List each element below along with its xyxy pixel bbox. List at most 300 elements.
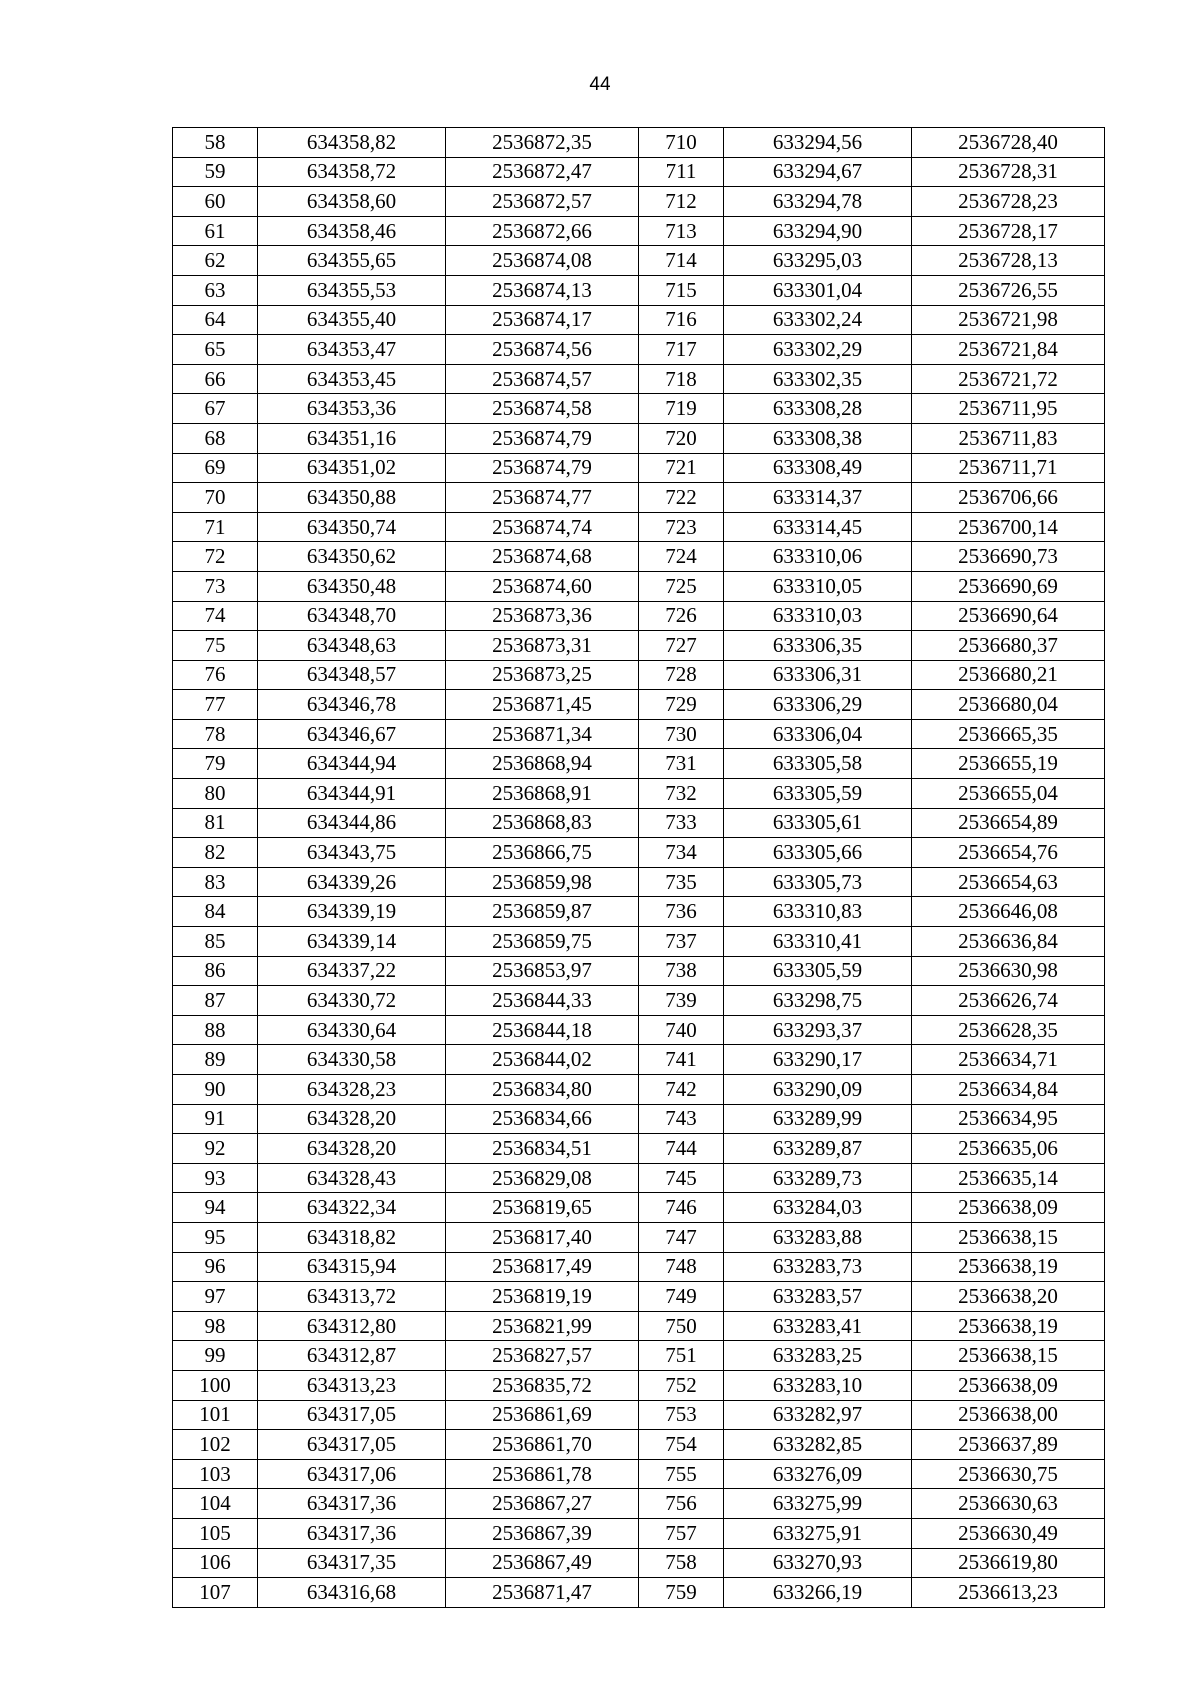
table-row	[173, 601, 1105, 631]
x-coordinate-left-cell: 634346,78	[258, 690, 446, 720]
point-number-right-cell: 712	[639, 187, 724, 217]
x-coordinate-right-cell: 633275,91	[724, 1518, 912, 1548]
table-row	[173, 838, 1105, 868]
x-coordinate-left-cell: 634351,16	[258, 423, 446, 453]
y-coordinate-left-cell: 2536874,79	[446, 423, 639, 453]
x-coordinate-left-cell: 634355,65	[258, 246, 446, 276]
point-number-right-cell: 754	[639, 1430, 724, 1460]
y-coordinate-right-cell: 2536711,83	[912, 423, 1105, 453]
point-number-right-cell: 743	[639, 1104, 724, 1134]
page-number: 44	[589, 74, 611, 95]
x-coordinate-left-cell: 634358,82	[258, 128, 446, 158]
y-coordinate-right-cell: 2536655,04	[912, 779, 1105, 809]
coordinates-table-body	[173, 128, 1105, 1608]
y-coordinate-right-cell: 2536711,71	[912, 453, 1105, 483]
x-coordinate-left-cell: 634351,02	[258, 453, 446, 483]
point-number-left-cell: 61	[173, 216, 258, 246]
y-coordinate-right-cell: 2536690,69	[912, 571, 1105, 601]
point-number-right-cell: 748	[639, 1252, 724, 1282]
y-coordinate-left-cell: 2536844,02	[446, 1045, 639, 1075]
point-number-left-cell: 87	[173, 986, 258, 1016]
x-coordinate-left-cell: 634339,26	[258, 867, 446, 897]
point-number-left-cell: 84	[173, 897, 258, 927]
point-number-right-cell: 735	[639, 867, 724, 897]
point-number-right-cell: 734	[639, 838, 724, 868]
y-coordinate-left-cell: 2536844,18	[446, 1015, 639, 1045]
point-number-left-cell: 103	[173, 1459, 258, 1489]
y-coordinate-right-cell: 2536638,09	[912, 1370, 1105, 1400]
y-coordinate-left-cell: 2536874,08	[446, 246, 639, 276]
y-coordinate-right-cell: 2536634,95	[912, 1104, 1105, 1134]
y-coordinate-right-cell: 2536728,23	[912, 187, 1105, 217]
y-coordinate-left-cell: 2536867,27	[446, 1489, 639, 1519]
table-row	[173, 1075, 1105, 1105]
x-coordinate-left-cell: 634339,19	[258, 897, 446, 927]
x-coordinate-right-cell: 633294,67	[724, 157, 912, 187]
table-row	[173, 1193, 1105, 1223]
x-coordinate-left-cell: 634316,68	[258, 1578, 446, 1608]
point-number-left-cell: 85	[173, 927, 258, 957]
y-coordinate-left-cell: 2536874,56	[446, 335, 639, 365]
point-number-left-cell: 60	[173, 187, 258, 217]
point-number-right-cell: 759	[639, 1578, 724, 1608]
y-coordinate-right-cell: 2536626,74	[912, 986, 1105, 1016]
point-number-right-cell: 750	[639, 1311, 724, 1341]
y-coordinate-left-cell: 2536819,19	[446, 1282, 639, 1312]
x-coordinate-left-cell: 634317,05	[258, 1400, 446, 1430]
x-coordinate-right-cell: 633305,58	[724, 749, 912, 779]
point-number-left-cell: 102	[173, 1430, 258, 1460]
point-number-left-cell: 107	[173, 1578, 258, 1608]
point-number-right-cell: 710	[639, 128, 724, 158]
x-coordinate-right-cell: 633310,05	[724, 571, 912, 601]
x-coordinate-left-cell: 634330,58	[258, 1045, 446, 1075]
point-number-right-cell: 741	[639, 1045, 724, 1075]
point-number-right-cell: 758	[639, 1548, 724, 1578]
point-number-left-cell: 93	[173, 1163, 258, 1193]
table-row	[173, 1045, 1105, 1075]
point-number-right-cell: 742	[639, 1075, 724, 1105]
point-number-left-cell: 63	[173, 275, 258, 305]
table-row	[173, 897, 1105, 927]
point-number-right-cell: 747	[639, 1222, 724, 1252]
y-coordinate-right-cell: 2536680,04	[912, 690, 1105, 720]
x-coordinate-left-cell: 634348,63	[258, 631, 446, 661]
table-row	[173, 1578, 1105, 1608]
y-coordinate-right-cell: 2536630,49	[912, 1518, 1105, 1548]
x-coordinate-right-cell: 633289,87	[724, 1134, 912, 1164]
y-coordinate-right-cell: 2536665,35	[912, 719, 1105, 749]
y-coordinate-left-cell: 2536817,49	[446, 1252, 639, 1282]
y-coordinate-right-cell: 2536638,19	[912, 1252, 1105, 1282]
table-row	[173, 1104, 1105, 1134]
table-row	[173, 483, 1105, 513]
x-coordinate-left-cell: 634343,75	[258, 838, 446, 868]
x-coordinate-right-cell: 633302,29	[724, 335, 912, 365]
y-coordinate-left-cell: 2536821,99	[446, 1311, 639, 1341]
y-coordinate-right-cell: 2536654,63	[912, 867, 1105, 897]
y-coordinate-left-cell: 2536834,80	[446, 1075, 639, 1105]
x-coordinate-left-cell: 634328,20	[258, 1104, 446, 1134]
y-coordinate-left-cell: 2536868,91	[446, 779, 639, 809]
y-coordinate-right-cell: 2536721,98	[912, 305, 1105, 335]
point-number-right-cell: 728	[639, 660, 724, 690]
point-number-left-cell: 62	[173, 246, 258, 276]
y-coordinate-right-cell: 2536690,64	[912, 601, 1105, 631]
x-coordinate-left-cell: 634339,14	[258, 927, 446, 957]
point-number-left-cell: 106	[173, 1548, 258, 1578]
y-coordinate-left-cell: 2536874,77	[446, 483, 639, 513]
point-number-left-cell: 73	[173, 571, 258, 601]
y-coordinate-right-cell: 2536655,19	[912, 749, 1105, 779]
point-number-right-cell: 711	[639, 157, 724, 187]
x-coordinate-right-cell: 633283,57	[724, 1282, 912, 1312]
table-row	[173, 1222, 1105, 1252]
y-coordinate-left-cell: 2536872,47	[446, 157, 639, 187]
x-coordinate-left-cell: 634312,87	[258, 1341, 446, 1371]
table-row	[173, 571, 1105, 601]
y-coordinate-left-cell: 2536859,75	[446, 927, 639, 957]
y-coordinate-left-cell: 2536872,66	[446, 216, 639, 246]
y-coordinate-left-cell: 2536829,08	[446, 1163, 639, 1193]
y-coordinate-right-cell: 2536726,55	[912, 275, 1105, 305]
table-row	[173, 423, 1105, 453]
y-coordinate-left-cell: 2536844,33	[446, 986, 639, 1016]
table-row	[173, 631, 1105, 661]
x-coordinate-right-cell: 633283,73	[724, 1252, 912, 1282]
y-coordinate-left-cell: 2536834,66	[446, 1104, 639, 1134]
y-coordinate-left-cell: 2536874,60	[446, 571, 639, 601]
point-number-right-cell: 715	[639, 275, 724, 305]
x-coordinate-right-cell: 633276,09	[724, 1459, 912, 1489]
point-number-left-cell: 105	[173, 1518, 258, 1548]
x-coordinate-left-cell: 634346,67	[258, 719, 446, 749]
x-coordinate-right-cell: 633294,56	[724, 128, 912, 158]
x-coordinate-right-cell: 633310,83	[724, 897, 912, 927]
point-number-left-cell: 83	[173, 867, 258, 897]
x-coordinate-right-cell: 633306,04	[724, 719, 912, 749]
y-coordinate-right-cell: 2536721,84	[912, 335, 1105, 365]
table-row	[173, 749, 1105, 779]
point-number-left-cell: 81	[173, 808, 258, 838]
point-number-left-cell: 100	[173, 1370, 258, 1400]
x-coordinate-right-cell: 633310,41	[724, 927, 912, 957]
table-row	[173, 1341, 1105, 1371]
x-coordinate-right-cell: 633314,45	[724, 512, 912, 542]
x-coordinate-left-cell: 634358,60	[258, 187, 446, 217]
point-number-left-cell: 75	[173, 631, 258, 661]
x-coordinate-right-cell: 633306,29	[724, 690, 912, 720]
y-coordinate-right-cell: 2536637,89	[912, 1430, 1105, 1460]
point-number-right-cell: 721	[639, 453, 724, 483]
table-row	[173, 1489, 1105, 1519]
point-number-left-cell: 68	[173, 423, 258, 453]
x-coordinate-right-cell: 633302,35	[724, 364, 912, 394]
x-coordinate-right-cell: 633308,38	[724, 423, 912, 453]
x-coordinate-right-cell: 633275,99	[724, 1489, 912, 1519]
point-number-left-cell: 69	[173, 453, 258, 483]
y-coordinate-left-cell: 2536868,94	[446, 749, 639, 779]
point-number-left-cell: 86	[173, 956, 258, 986]
point-number-left-cell: 65	[173, 335, 258, 365]
x-coordinate-left-cell: 634353,36	[258, 394, 446, 424]
point-number-left-cell: 80	[173, 779, 258, 809]
point-number-right-cell: 732	[639, 779, 724, 809]
table-row	[173, 1548, 1105, 1578]
x-coordinate-right-cell: 633301,04	[724, 275, 912, 305]
point-number-left-cell: 70	[173, 483, 258, 513]
x-coordinate-left-cell: 634350,88	[258, 483, 446, 513]
table-row	[173, 1134, 1105, 1164]
point-number-left-cell: 90	[173, 1075, 258, 1105]
table-row	[173, 956, 1105, 986]
x-coordinate-right-cell: 633284,03	[724, 1193, 912, 1223]
y-coordinate-left-cell: 2536872,57	[446, 187, 639, 217]
table-row	[173, 128, 1105, 158]
table-row	[173, 305, 1105, 335]
x-coordinate-right-cell: 633283,25	[724, 1341, 912, 1371]
point-number-right-cell: 752	[639, 1370, 724, 1400]
point-number-left-cell: 94	[173, 1193, 258, 1223]
y-coordinate-right-cell: 2536630,63	[912, 1489, 1105, 1519]
y-coordinate-right-cell: 2536638,15	[912, 1222, 1105, 1252]
table-row	[173, 1252, 1105, 1282]
x-coordinate-left-cell: 634355,40	[258, 305, 446, 335]
x-coordinate-right-cell: 633295,03	[724, 246, 912, 276]
y-coordinate-right-cell: 2536638,15	[912, 1341, 1105, 1371]
point-number-left-cell: 58	[173, 128, 258, 158]
y-coordinate-left-cell: 2536873,31	[446, 631, 639, 661]
x-coordinate-left-cell: 634312,80	[258, 1311, 446, 1341]
y-coordinate-left-cell: 2536817,40	[446, 1222, 639, 1252]
x-coordinate-left-cell: 634348,70	[258, 601, 446, 631]
point-number-left-cell: 99	[173, 1341, 258, 1371]
y-coordinate-right-cell: 2536728,40	[912, 128, 1105, 158]
table-row	[173, 1015, 1105, 1045]
y-coordinate-left-cell: 2536867,49	[446, 1548, 639, 1578]
x-coordinate-right-cell: 633305,61	[724, 808, 912, 838]
table-row	[173, 512, 1105, 542]
point-number-left-cell: 92	[173, 1134, 258, 1164]
y-coordinate-right-cell: 2536700,14	[912, 512, 1105, 542]
table-row	[173, 986, 1105, 1016]
point-number-right-cell: 751	[639, 1341, 724, 1371]
table-row	[173, 1430, 1105, 1460]
x-coordinate-right-cell: 633294,78	[724, 187, 912, 217]
x-coordinate-left-cell: 634337,22	[258, 956, 446, 986]
table-row	[173, 779, 1105, 809]
y-coordinate-right-cell: 2536711,95	[912, 394, 1105, 424]
x-coordinate-left-cell: 634353,47	[258, 335, 446, 365]
x-coordinate-left-cell: 634358,72	[258, 157, 446, 187]
x-coordinate-right-cell: 633282,85	[724, 1430, 912, 1460]
point-number-right-cell: 723	[639, 512, 724, 542]
point-number-left-cell: 76	[173, 660, 258, 690]
table-row	[173, 364, 1105, 394]
point-number-right-cell: 753	[639, 1400, 724, 1430]
point-number-right-cell: 722	[639, 483, 724, 513]
x-coordinate-left-cell: 634350,48	[258, 571, 446, 601]
table-row	[173, 1163, 1105, 1193]
x-coordinate-right-cell: 633306,31	[724, 660, 912, 690]
y-coordinate-left-cell: 2536873,36	[446, 601, 639, 631]
y-coordinate-right-cell: 2536635,06	[912, 1134, 1105, 1164]
x-coordinate-left-cell: 634330,64	[258, 1015, 446, 1045]
table-row	[173, 1282, 1105, 1312]
y-coordinate-right-cell: 2536635,14	[912, 1163, 1105, 1193]
point-number-left-cell: 74	[173, 601, 258, 631]
x-coordinate-right-cell: 633283,10	[724, 1370, 912, 1400]
x-coordinate-right-cell: 633266,19	[724, 1578, 912, 1608]
y-coordinate-left-cell: 2536868,83	[446, 808, 639, 838]
y-coordinate-right-cell: 2536690,73	[912, 542, 1105, 572]
x-coordinate-left-cell: 634330,72	[258, 986, 446, 1016]
y-coordinate-right-cell: 2536654,76	[912, 838, 1105, 868]
point-number-right-cell: 726	[639, 601, 724, 631]
y-coordinate-left-cell: 2536861,78	[446, 1459, 639, 1489]
point-number-left-cell: 77	[173, 690, 258, 720]
y-coordinate-left-cell: 2536827,57	[446, 1341, 639, 1371]
y-coordinate-left-cell: 2536874,57	[446, 364, 639, 394]
x-coordinate-left-cell: 634348,57	[258, 660, 446, 690]
point-number-right-cell: 756	[639, 1489, 724, 1519]
y-coordinate-left-cell: 2536874,74	[446, 512, 639, 542]
point-number-left-cell: 96	[173, 1252, 258, 1282]
point-number-right-cell: 713	[639, 216, 724, 246]
y-coordinate-left-cell: 2536874,13	[446, 275, 639, 305]
y-coordinate-right-cell: 2536638,09	[912, 1193, 1105, 1223]
point-number-right-cell: 719	[639, 394, 724, 424]
point-number-right-cell: 737	[639, 927, 724, 957]
point-number-left-cell: 66	[173, 364, 258, 394]
point-number-left-cell: 82	[173, 838, 258, 868]
x-coordinate-right-cell: 633308,28	[724, 394, 912, 424]
y-coordinate-right-cell: 2536636,84	[912, 927, 1105, 957]
point-number-right-cell: 739	[639, 986, 724, 1016]
x-coordinate-right-cell: 633305,66	[724, 838, 912, 868]
y-coordinate-left-cell: 2536871,45	[446, 690, 639, 720]
point-number-right-cell: 736	[639, 897, 724, 927]
y-coordinate-right-cell: 2536630,98	[912, 956, 1105, 986]
point-number-left-cell: 78	[173, 719, 258, 749]
x-coordinate-right-cell: 633305,59	[724, 779, 912, 809]
point-number-right-cell: 720	[639, 423, 724, 453]
point-number-left-cell: 64	[173, 305, 258, 335]
x-coordinate-left-cell: 634322,34	[258, 1193, 446, 1223]
y-coordinate-right-cell: 2536619,80	[912, 1548, 1105, 1578]
y-coordinate-left-cell: 2536853,97	[446, 956, 639, 986]
y-coordinate-left-cell: 2536835,72	[446, 1370, 639, 1400]
point-number-right-cell: 744	[639, 1134, 724, 1164]
point-number-right-cell: 729	[639, 690, 724, 720]
x-coordinate-left-cell: 634317,35	[258, 1548, 446, 1578]
x-coordinate-right-cell: 633283,41	[724, 1311, 912, 1341]
y-coordinate-right-cell: 2536654,89	[912, 808, 1105, 838]
x-coordinate-left-cell: 634355,53	[258, 275, 446, 305]
point-number-right-cell: 745	[639, 1163, 724, 1193]
point-number-right-cell: 749	[639, 1282, 724, 1312]
x-coordinate-right-cell: 633293,37	[724, 1015, 912, 1045]
x-coordinate-right-cell: 633270,93	[724, 1548, 912, 1578]
x-coordinate-right-cell: 633310,03	[724, 601, 912, 631]
y-coordinate-left-cell: 2536866,75	[446, 838, 639, 868]
x-coordinate-right-cell: 633308,49	[724, 453, 912, 483]
y-coordinate-left-cell: 2536874,79	[446, 453, 639, 483]
point-number-right-cell: 757	[639, 1518, 724, 1548]
x-coordinate-left-cell: 634313,72	[258, 1282, 446, 1312]
table-row	[173, 335, 1105, 365]
x-coordinate-right-cell: 633289,73	[724, 1163, 912, 1193]
table-row	[173, 719, 1105, 749]
x-coordinate-left-cell: 634344,94	[258, 749, 446, 779]
x-coordinate-left-cell: 634317,36	[258, 1489, 446, 1519]
x-coordinate-left-cell: 634344,91	[258, 779, 446, 809]
x-coordinate-left-cell: 634358,46	[258, 216, 446, 246]
y-coordinate-right-cell: 2536728,31	[912, 157, 1105, 187]
point-number-right-cell: 738	[639, 956, 724, 986]
x-coordinate-left-cell: 634328,43	[258, 1163, 446, 1193]
x-coordinate-left-cell: 634344,86	[258, 808, 446, 838]
y-coordinate-left-cell: 2536834,51	[446, 1134, 639, 1164]
table-row	[173, 1518, 1105, 1548]
x-coordinate-left-cell: 634317,06	[258, 1459, 446, 1489]
x-coordinate-left-cell: 634350,62	[258, 542, 446, 572]
x-coordinate-right-cell: 633289,99	[724, 1104, 912, 1134]
y-coordinate-left-cell: 2536861,69	[446, 1400, 639, 1430]
point-number-left-cell: 67	[173, 394, 258, 424]
point-number-left-cell: 95	[173, 1222, 258, 1252]
x-coordinate-left-cell: 634315,94	[258, 1252, 446, 1282]
y-coordinate-right-cell: 2536706,66	[912, 483, 1105, 513]
y-coordinate-right-cell: 2536680,37	[912, 631, 1105, 661]
y-coordinate-left-cell: 2536874,17	[446, 305, 639, 335]
x-coordinate-right-cell: 633283,88	[724, 1222, 912, 1252]
y-coordinate-left-cell: 2536872,35	[446, 128, 639, 158]
x-coordinate-right-cell: 633290,09	[724, 1075, 912, 1105]
y-coordinate-left-cell: 2536871,34	[446, 719, 639, 749]
x-coordinate-right-cell: 633305,73	[724, 867, 912, 897]
y-coordinate-left-cell: 2536819,65	[446, 1193, 639, 1223]
x-coordinate-left-cell: 634317,05	[258, 1430, 446, 1460]
point-number-left-cell: 88	[173, 1015, 258, 1045]
x-coordinate-right-cell: 633290,17	[724, 1045, 912, 1075]
coordinates-table	[172, 127, 1105, 1608]
y-coordinate-right-cell: 2536721,72	[912, 364, 1105, 394]
table-row	[173, 216, 1105, 246]
y-coordinate-left-cell: 2536861,70	[446, 1430, 639, 1460]
x-coordinate-right-cell: 633310,06	[724, 542, 912, 572]
y-coordinate-left-cell: 2536859,87	[446, 897, 639, 927]
y-coordinate-left-cell: 2536873,25	[446, 660, 639, 690]
point-number-left-cell: 98	[173, 1311, 258, 1341]
y-coordinate-right-cell: 2536728,13	[912, 246, 1105, 276]
point-number-left-cell: 71	[173, 512, 258, 542]
y-coordinate-left-cell: 2536871,47	[446, 1578, 639, 1608]
x-coordinate-right-cell: 633298,75	[724, 986, 912, 1016]
table-row	[173, 275, 1105, 305]
table-row	[173, 1311, 1105, 1341]
table-row	[173, 660, 1105, 690]
point-number-left-cell: 97	[173, 1282, 258, 1312]
table-row	[173, 867, 1105, 897]
y-coordinate-right-cell: 2536613,23	[912, 1578, 1105, 1608]
table-row	[173, 542, 1105, 572]
x-coordinate-left-cell: 634328,20	[258, 1134, 446, 1164]
y-coordinate-right-cell: 2536728,17	[912, 216, 1105, 246]
y-coordinate-right-cell: 2536634,71	[912, 1045, 1105, 1075]
point-number-left-cell: 89	[173, 1045, 258, 1075]
point-number-left-cell: 104	[173, 1489, 258, 1519]
